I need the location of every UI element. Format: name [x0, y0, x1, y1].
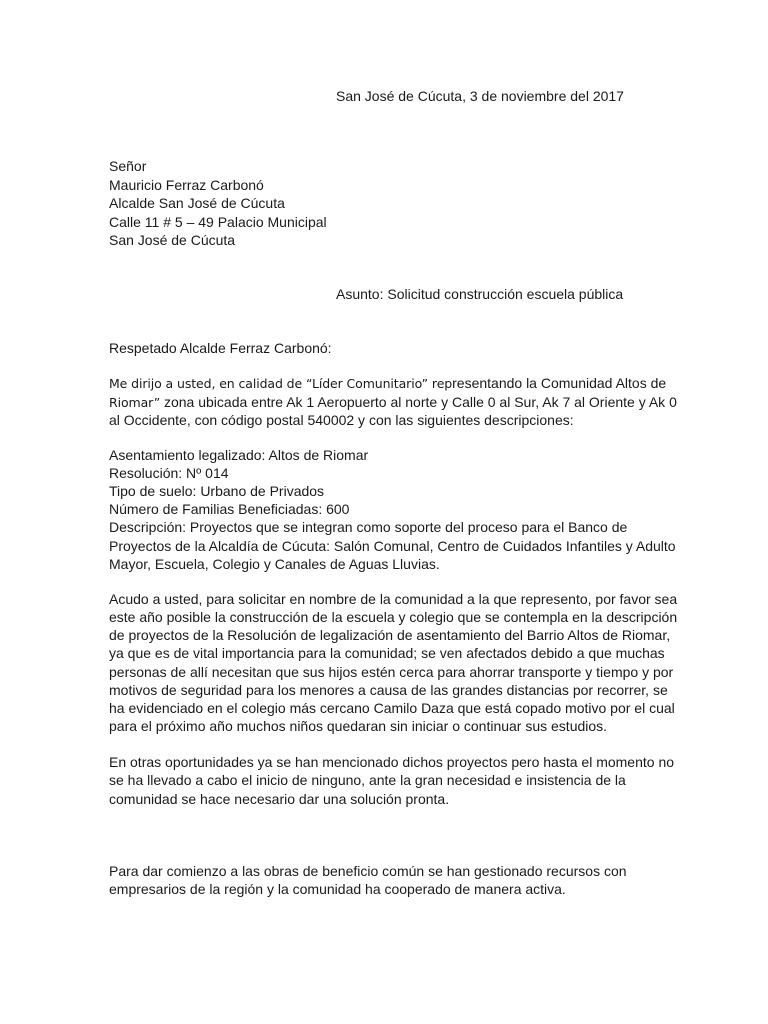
date-line: San José de Cúcuta, 3 de noviembre del 2017 — [336, 88, 624, 104]
recipient-city: San José de Cúcuta — [109, 232, 236, 248]
history-line-2: se ha llevado a cabo el inicio de ninguno, ante la gran necesidad e insistencia de la — [109, 772, 626, 788]
detail-soil-type: Tipo de suelo: Urbano de Privados — [109, 483, 325, 499]
intro-line-2-part-b: zona ubicada entre Ak 1 Aeropuerto al norte y Calle 0 al Sur, Ak 7 al Oriente y Ak 0 — [160, 394, 677, 410]
intro-line-2-part-a: Riomar” — [109, 395, 161, 410]
resources-line-2: empresarios de la región y la comunidad ha cooperado de manera activa. — [109, 881, 566, 897]
intro-line-1-part-b: resentando la Comunidad Altos de — [452, 375, 667, 391]
subject-line: Asunto: Solicitud construcción escuela pública — [336, 286, 624, 302]
recipient-position: Alcalde San José de Cúcuta — [109, 195, 285, 211]
request-line-8: para el próximo año muchos niños quedaran sin iniciar o continuar sus estudios. — [109, 718, 608, 734]
detail-description-3: Mayor, Escuela, Colegio y Canales de Aguas Lluvias. — [109, 556, 440, 572]
recipient-name: Mauricio Ferraz Carbonó — [109, 177, 264, 193]
detail-settlement: Asentamiento legalizado: Altos de Riomar — [109, 447, 369, 463]
recipient-title: Señor — [109, 158, 147, 174]
history-line-1: En otras oportunidades ya se han mencionado dichos proyectos pero hasta el momento no — [109, 754, 675, 770]
recipient-address: Calle 11 # 5 – 49 Palacio Municipal — [109, 214, 327, 230]
intro-line-1-part-a: Me dirijo a usted, en calidad de “Líder Comunitario” rep — [109, 376, 453, 391]
request-line-7: ha evidenciado en el colegio más cercano Camilo Daza que está copado motivo por el cual — [109, 700, 675, 716]
detail-description-1: Descripción: Proyectos que se integran como soporte del proceso para el Banco de — [109, 519, 628, 535]
intro-line-3: al Occidente, con código postal 540002 y con las siguientes descripciones: — [109, 412, 574, 428]
request-line-3: de proyectos de la Resolución de legalización de asentamiento del Barrio Altos de Riomar, — [109, 627, 671, 643]
request-line-2: este año posible la construcción de la escuela y colegio que se contempla en la descripción — [109, 609, 678, 625]
detail-families: Número de Familias Beneficiadas: 600 — [109, 501, 350, 517]
intro-line-1 — [109, 374, 667, 393]
detail-resolution: Resolución: Nº 014 — [109, 465, 229, 481]
resources-line-1: Para dar comienzo a las obras de beneficio común se han gestionado recursos con — [109, 863, 627, 879]
intro-line-2 — [109, 393, 677, 412]
greeting-line: Respetado Alcalde Ferraz Carbonó: — [109, 340, 332, 356]
request-line-6: motivos de seguridad para los menores a causa de las grandes distancias por recorrer, se — [109, 682, 668, 698]
request-line-1: Acudo a usted, para solicitar en nombre de la comunidad a la que represento, por favor sea — [109, 591, 678, 607]
history-line-3: comunidad se hace necesario dar una solución pronta. — [109, 791, 450, 807]
request-line-4: ya que es de vital importancia para la comunidad; se ven afectados debido a que muchas — [109, 645, 665, 661]
request-line-5: personas de allí necesitan que sus hijos estén cerca para ahorrar transporte y tiempo y por — [109, 664, 674, 680]
detail-description-2: Proyectos de la Alcaldía de Cúcuta: Salón Comunal, Centro de Cuidados Infantiles y Adulto — [109, 538, 676, 554]
